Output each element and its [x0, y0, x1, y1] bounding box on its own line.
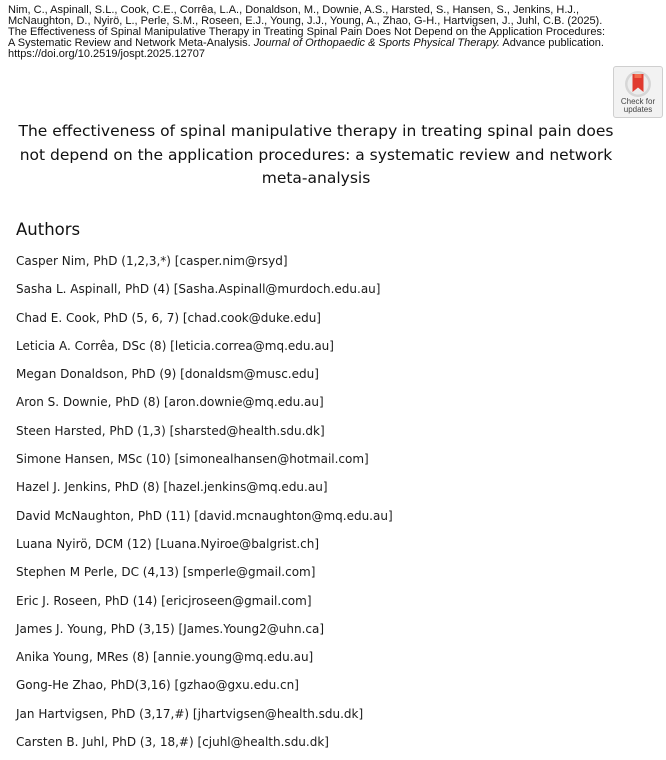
author-entry: Anika Young, MRes (8) [annie.young@mq.edu.au] — [16, 650, 314, 665]
check-for-updates-badge[interactable] — [613, 66, 663, 118]
author-list — [16, 251, 393, 760]
author-entry: Eric J. Roseen, PhD (14) [ericjroseen@gmail.com] — [16, 593, 312, 608]
author-entry: Gong-He Zhao, PhD(3,16) [gzhao@gxu.edu.cn] — [16, 678, 299, 693]
authors-heading: Authors — [16, 220, 81, 239]
badge-label — [614, 98, 662, 114]
author-entry: Steen Harsted, PhD (1,3) [sharsted@health.sdu.dk] — [16, 423, 325, 438]
author-entry: Simone Hansen, MSc (10) [simonealhansen@hotmail.com] — [16, 452, 369, 467]
author-entry: Carsten B. Juhl, PhD (3, 18,#) [cjuhl@health.sdu.dk] — [16, 735, 329, 750]
author-entry: Megan Donaldson, PhD (9) [donaldsm@musc.edu] — [16, 367, 319, 382]
author-entry: Hazel J. Jenkins, PhD (8) [hazel.jenkins@mq.edu.au] — [16, 480, 328, 495]
paper-title: The effectiveness of spinal manipulative therapy in treating spinal pain does not depend on the application procedures: a systematic review and network meta-analysis — [18, 122, 614, 187]
author-entry: Sasha L. Aspinall, PhD (4) [Sasha.Aspinall@murdoch.edu.au] — [16, 282, 381, 297]
badge-line-1: Check for — [620, 97, 656, 106]
author-entry: James J. Young, PhD (3,15) [James.Young2@uhn.ca] — [16, 621, 325, 636]
bookmark-ribbon-icon — [623, 70, 653, 98]
author-entry: Stephen M Perle, DC (4,13) [smperle@gmail.com] — [16, 565, 316, 580]
citation-journal: Journal of Orthopaedic & Sports Physical Therapy. — [253, 37, 500, 49]
author-entry: Aron S. Downie, PhD (8) [aron.downie@mq.edu.au] — [16, 395, 324, 410]
citation — [8, 5, 612, 60]
author-entry: Jan Hartvigsen, PhD (3,17,#) [jhartvigsen@health.sdu.dk] — [16, 706, 364, 721]
citation-text: Nim, C., Aspinall, S.L., Cook, C.E., Corrêa, L.A., Donaldson, M., Downie, A.S., Harsted, S., Hansen, S., Jenkins, H.J., McNaughton, D., Nyirö, L., Perle, S.M., Roseen, E.J., Young, J.J., Young, A., Zhao, G-H., Hartvigsen, J., Juhl, C.B. (2025). The Effectiveness of Spinal Manipulative Therapy in Treating Spinal Pain Does Not Depend on the Application Procedures: A Systematic Review and Network Meta-Analysis. — [8, 4, 606, 49]
author-entry: Luana Nyirö, DCM (12) [Luana.Nyiroe@balgrist.ch] — [16, 536, 320, 551]
citation-doi[interactable]: Advance publication. https://doi.org/10.2519/jospt.2025.12707 — [8, 37, 604, 60]
author-entry: David McNaughton, PhD (11) [david.mcnaughton@mq.edu.au] — [16, 508, 393, 523]
badge-line-2: updates — [623, 105, 653, 114]
author-entry: Leticia A. Corrêa, DSc (8) [leticia.correa@mq.edu.au] — [16, 338, 334, 353]
author-entry: Chad E. Cook, PhD (5, 6, 7) [chad.cook@duke.edu] — [16, 310, 321, 325]
author-entry: Casper Nim, PhD (1,2,3,*) [casper.nim@rsyd] — [16, 254, 288, 268]
